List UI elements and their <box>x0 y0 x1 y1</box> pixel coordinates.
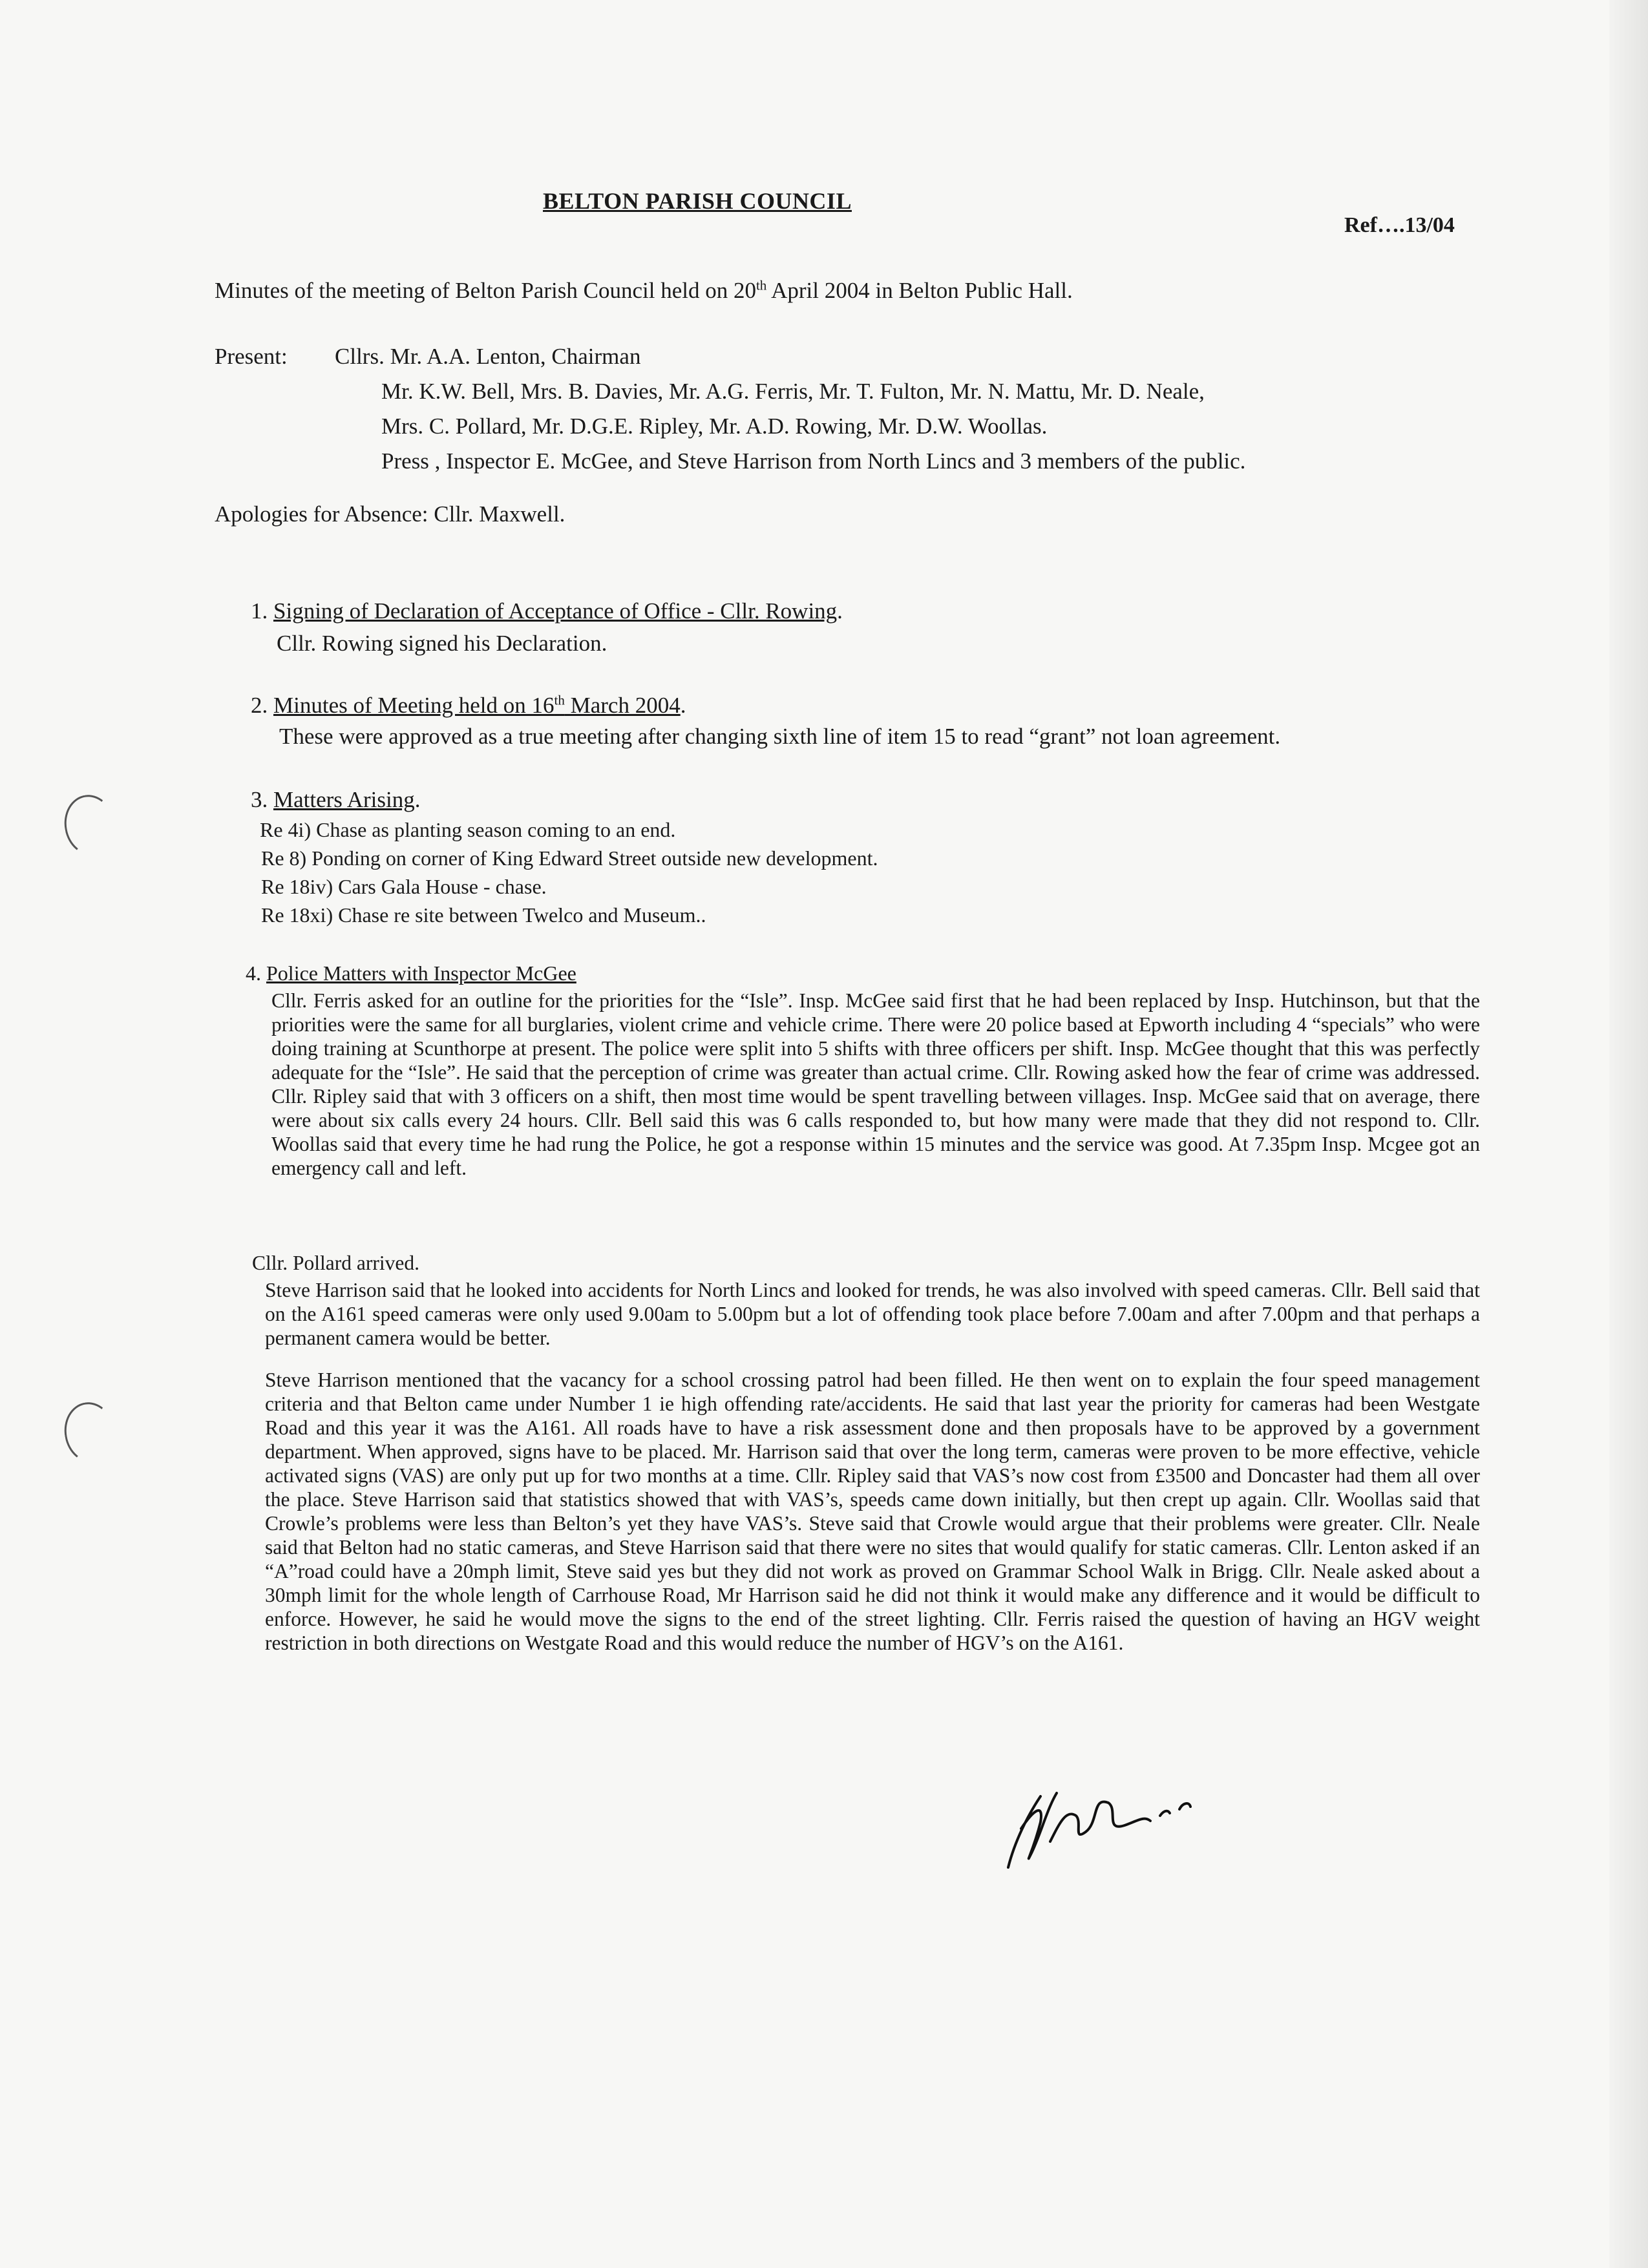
item-number: 4. <box>246 961 261 985</box>
punch-hole-upper <box>59 791 120 859</box>
apologies: Apologies for Absence: Cllr. Maxwell. <box>215 501 565 527</box>
item-number: 2. <box>251 693 268 718</box>
present-label: Present: <box>215 344 288 369</box>
item-heading-part: March 2004 <box>564 693 681 718</box>
item-heading <box>251 598 843 624</box>
document-reference: Ref….13/04 <box>1344 213 1455 237</box>
page-edge-shadow <box>1609 0 1648 2268</box>
list-item: Re 18iv) Cars Gala House - chase. <box>261 875 547 898</box>
police-paragraph-2: Steve Harrison said that he looked into accidents for North Lincs and looked for trends, he was also involved with speed cameras. Cllr. Bell said that on the A161 speed cameras were only used 9.00am to 5.00pm but a lot of offending took place before 7.00am and after 7.00pm and that perhaps a permanent camera would be better. <box>265 1279 1480 1349</box>
intro-ordinal: th <box>755 277 767 293</box>
intro-text-end: April 2004 in Belton Public Hall. <box>766 278 1073 303</box>
item-heading-end: . <box>837 598 843 624</box>
list-item: Re 8) Ponding on corner of King Edward Street outside new development. <box>261 846 878 870</box>
item-number: 1. <box>251 598 268 624</box>
present-line: Mrs. C. Pollard, Mr. D.G.E. Ripley, Mr. A.D. Rowing, Mr. D.W. Woollas. <box>381 414 1048 439</box>
item-heading-part: Minutes of Meeting held on 16 <box>273 693 555 718</box>
item-heading <box>251 787 420 813</box>
item-text: These were approved as a true meeting after changing sixth line of item 15 to read “grant” not loan agreement. <box>279 724 1281 749</box>
present-chair: Cllrs. Mr. A.A. Lenton, Chairman <box>335 344 641 369</box>
punch-hole-lower <box>59 1398 120 1467</box>
police-paragraph-1: Cllr. Ferris asked for an outline for the priorities for the “Isle”. Insp. McGee said first that he had been replaced by Insp. Hutchinson, but that the priorities were the same for all burglaries, violent crime and vehicle crime. There were 20 police based at Epworth including 4 “specials” who were doing training at Scunthorpe at present. The police were split into 5 shifts with three officers per shift. Insp. McGee thought that this was perfectly adequate for the “Isle”. He said that the perception of crime was greater than actual crime. Cllr. Rowing asked how the fear of crime was addressed. Cllr. Ripley said that with 3 officers on a shift, then most time would be spent travelling between villages. Insp. McGee said that on average, there were about six calls every 24 hours. Cllr. Bell said this was 6 calls responded to, but how many were made that they did not respond to. Cllr. Woollas said that every time he had rung the Police, he got a response within 15 minutes and the service was good. At 7.35pm Insp. Mcgee got an emergency call and left. <box>271 989 1480 1179</box>
item-heading <box>251 693 686 719</box>
item-heading-text <box>273 693 681 718</box>
list-item: Re 4i) Chase as planting season coming to an end. <box>260 818 676 841</box>
police-paragraph-3: Steve Harrison mentioned that the vacancy for a school crossing patrol had been filled. He then went on to explain the four speed management criteria and that Belton came under Number 1 ie high offending rate/accidents. He said that last year the priority for cameras had been Westgate Road and this year it was the A161. All roads have to have a risk assessment done and then proposals have to be approved by a government department. When approved, signs have to be placed. Mr. Harrison said that over the long term, cameras were proven to be more effective, vehicle activated signs (VAS) are only put up for two months at a time. Cllr. Ripley said that VAS’s now cost from £3500 and Doncaster had them all over the place. Steve Harrison said that statistics showed that with VAS’s, speeds came down initially, but then crept up again. Cllr. Woollas said that Crowle’s problems were less than Belton’s yet they have VAS’s. Steve said that Crowle would argue that their problems were greater. Cllr. Neale said that Belton had no static cameras, and Steve Harrison said that there were no sites that would qualify for static cameras. Cllr. Lenton asked if an “A”road could have a 20mph limit, Steve said yes but they did not work as proved on Grammar School Walk in Brigg. Cllr. Neale asked about a 30mph limit for the whole length of Carrhouse Road, Mr Harrison said he did not think it would make any difference and it would be difficult to enforce. However, he said he would move the signs to the end of the street lighting. Cllr. Ferris raised the question of having an HGV weight restriction in both directions on Westgate Road and this would reduce the number of HGV’s on the A161. <box>265 1369 1480 1654</box>
item-heading-ordinal: th <box>554 692 565 708</box>
item-heading <box>246 961 576 985</box>
item-heading-text: Signing of Declaration of Acceptance of Office - Cllr. Rowing <box>273 598 838 624</box>
item-heading-end: . <box>414 787 421 812</box>
item-heading-end: . <box>680 693 686 718</box>
signature <box>995 1770 1215 1880</box>
item-number: 3. <box>251 787 268 812</box>
document-title: BELTON PARISH COUNCIL <box>543 188 852 214</box>
intro-text: Minutes of the meeting of Belton Parish Council held on 20 <box>215 278 756 303</box>
pollard-arrived: Cllr. Pollard arrived. <box>252 1252 419 1274</box>
list-item: Re 18xi) Chase re site between Twelco and Museum.. <box>261 903 706 927</box>
item-heading-text: Police Matters with Inspector McGee <box>266 961 576 985</box>
meeting-intro <box>215 278 1073 304</box>
present-line: Mr. K.W. Bell, Mrs. B. Davies, Mr. A.G. Ferris, Mr. T. Fulton, Mr. N. Mattu, Mr. D. Neale, <box>381 379 1205 404</box>
present-line: Press , Inspector E. McGee, and Steve Harrison from North Lincs and 3 members of the public. <box>381 448 1246 474</box>
item-heading-text: Matters Arising <box>273 787 415 812</box>
item-text: Cllr. Rowing signed his Declaration. <box>277 631 607 656</box>
